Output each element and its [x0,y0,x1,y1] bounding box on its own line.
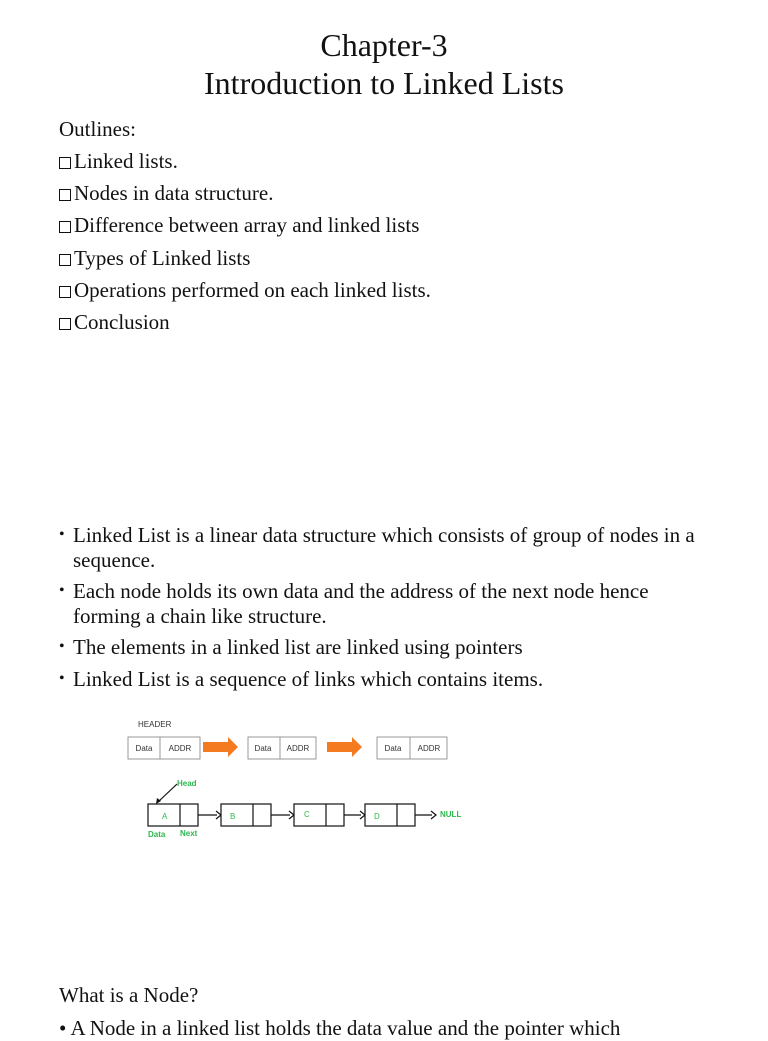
checkbox-bullet-icon [59,286,71,298]
node-value: B [230,812,236,821]
checkbox-bullet-icon [59,318,71,330]
bullet-item: • Each node holds its own data and the address of the next node hence forming a chain like structure. [59,579,719,628]
addr-cell-label: ADDR [168,744,192,753]
outline-item: Linked lists. [59,149,178,174]
checkbox-bullet-icon [59,254,71,266]
node-value: A [162,812,168,821]
orange-arrow-icon [327,737,362,757]
checkbox-bullet-icon [59,221,71,233]
data-caption: Data [148,830,166,839]
outline-item: Conclusion [59,310,170,335]
header-node [248,737,316,759]
data-cell-label: Data [254,744,272,753]
data-cell-label: Data [135,744,153,753]
list-node-c [294,804,344,826]
list-node-a [148,804,198,826]
next-caption: Next [180,829,198,838]
data-cell-label: Data [384,744,402,753]
addr-cell-label: ADDR [417,744,441,753]
page-title: Introduction to Linked Lists [204,65,564,101]
header-label: HEADER [138,720,172,729]
list-node-b [221,804,271,826]
outline-item: Types of Linked lists [59,246,250,271]
head-label: Head [177,779,197,788]
orange-arrow-icon [203,737,238,757]
head-pointer-arrow [158,784,177,802]
outline-item: Operations performed on each linked lists. [59,278,431,303]
node-value: D [374,812,380,821]
definition-bullets [59,523,719,698]
outline-item: Nodes in data structure. [59,181,273,206]
node-value: C [304,810,310,819]
checkbox-bullet-icon [59,189,71,201]
bullet-item: • Linked List is a linear data structure which consists of group of nodes in a sequence. [59,523,719,572]
linked-list-diagram [120,712,490,848]
addr-cell-label: ADDR [286,744,310,753]
bullet-item: • The elements in a linked list are linked using pointers [59,635,719,660]
bullet-item: • Linked List is a sequence of links which contains items. [59,667,719,692]
node-question-heading: What is a Node? [59,983,199,1007]
checkbox-bullet-icon [59,157,71,169]
header-node [128,737,200,759]
list-node-d [365,804,415,826]
head-arrowhead-icon [156,798,161,804]
null-label: NULL [440,810,462,819]
outline-item: Difference between array and linked lists [59,213,419,238]
cut-off-text: • A Node in a linked list holds the data value and the pointer which [59,1016,621,1040]
outlines-label: Outlines: [59,117,136,141]
header-node [377,737,447,759]
chapter-heading: Chapter-3 [320,27,448,63]
